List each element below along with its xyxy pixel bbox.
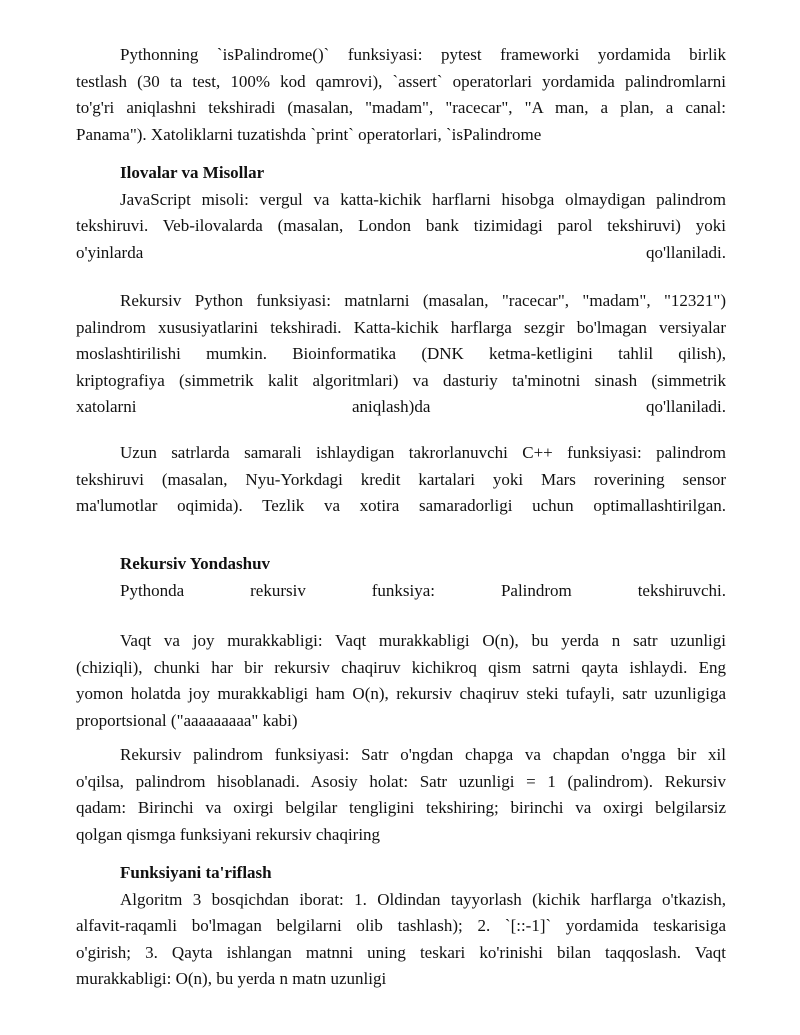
text-line: to'g'ri aniqlashni tekshiradi (masalan, "madam", "racecar", "A man, a plan, a canal:: [76, 98, 726, 117]
text-line: o'yinlarda qo'llaniladi.: [76, 242, 726, 262]
paragraph-recursive-python: [76, 288, 726, 421]
text-line: Panama"). Xatoliklarni tuzatishda `print` operatorlari, `isPalindrome: [76, 124, 542, 144]
text-line: o'girish; 3. Qayta ishlangan matnni uning teskari ko'rinishi bilan taqqoslash. Vaqt: [76, 942, 726, 962]
paragraph-ispalindrome-testing: [76, 42, 726, 148]
text-line: xatolarni aniqlash)da qo'llaniladi.: [76, 397, 726, 416]
text-line: Vaqt va joy murakkabligi: Vaqt murakkabligi O(n), bu yerda n satr uzunligi: [120, 631, 726, 650]
text-line: qadam: Birinchi va oxirgi belgilar tengligini tekshiring; birinchi va oxirgi belgilarsiz: [76, 798, 726, 817]
text-line: moslashtirilishi mumkin. Bioinformatika (DNK ketma-ketligini tahlil qilish),: [76, 344, 726, 363]
section-function-definition: [76, 860, 726, 993]
text-line: palindrom xususiyatlarini tekshiradi. Katta-kichik harflarga sezgir bo'lmagan versiyalar: [76, 317, 726, 337]
text-line: JavaScript misoli: vergul va katta-kichik harflarni hisobga olmaydigan palindrom: [120, 189, 726, 209]
text-line: Rekursiv Python funksiyasi: matnlarni (masalan, "racecar", "madam", "12321"): [120, 291, 726, 310]
text-line: alfavit-raqamli bo'lmagan belgilarni olib tashlash); 2. `[::-1]` yordamida teskarisiga: [76, 916, 726, 935]
text-line: Algoritm 3 bosqichdan iborat: 1. Oldindan tayyorlash (kichik harflarga o'tkazish,: [120, 889, 726, 909]
section-recursive-approach: [76, 551, 726, 604]
text-line: Uzun satrlarda samarali ishlaydigan takrorlanuvchi C++ funksiyasi: palindrom: [120, 443, 726, 462]
section-heading: Rekursiv Yondashuv: [120, 554, 271, 573]
text-line: o'qilsa, palindrom hisoblanadi. Asosiy holat: Satr uzunligi = 1 (palindrom). Rekursiv: [76, 771, 726, 791]
text-line: Pythonning `isPalindrome()` funksiyasi: pytest frameworki yordamida birlik: [120, 45, 726, 64]
text-line: kriptografiya (simmetrik kalit algoritmlari) va dasturiy ta'minotni sinash (simmetrik: [76, 370, 726, 390]
text-line: qolgan qismga funksiyani rekursiv chaqiring: [76, 824, 381, 844]
section-heading: Ilovalar va Misollar: [120, 163, 265, 182]
text-line: Pythonda rekursiv funksiya: Palindrom tekshiruvchi.: [120, 580, 726, 600]
text-line: tekshiruvi (masalan, Nyu-Yorkdagi kredit kartalari yoki Mars roverining sensor: [76, 469, 726, 489]
paragraph-recursive-palindrome: [76, 742, 726, 848]
section-heading: Funksiyani ta'riflash: [120, 863, 272, 882]
text-line: tekshiruvi. Veb-ilovalarda (masalan, London bank tizimidagi parol tekshiruvi) yoki: [76, 216, 726, 235]
text-line: murakkabligi: O(n), bu yerda n matn uzunligi: [76, 969, 387, 988]
text-line: proportsional ("aaaaaaaaa" kabi): [76, 710, 298, 730]
paragraph-complexity: [76, 628, 726, 734]
text-line: (chiziqli), chunki har bir rekursiv chaqiruv kichikroq qism satrni qayta ishlaydi. Eng: [76, 657, 726, 677]
text-line: ma'lumotlar oqimida). Tezlik va xotira samaradorligi uchun optimallashtirilgan.: [76, 496, 726, 515]
text-line: yomon holatda joy murakkabligi ham O(n), rekursiv chaqiruv steki tufayli, satr uzunligiga: [76, 684, 726, 703]
section-applications-examples: [76, 160, 726, 266]
text-line: testlash (30 ta test, 100% kod qamrovi), `assert` operatorlari yordamida palindromlarni: [76, 71, 726, 91]
paragraph-cpp-iterative: [76, 440, 726, 520]
text-line: Rekursiv palindrom funksiyasi: Satr o'ngdan chapga va chapdan o'ngga bir xil: [120, 745, 726, 764]
